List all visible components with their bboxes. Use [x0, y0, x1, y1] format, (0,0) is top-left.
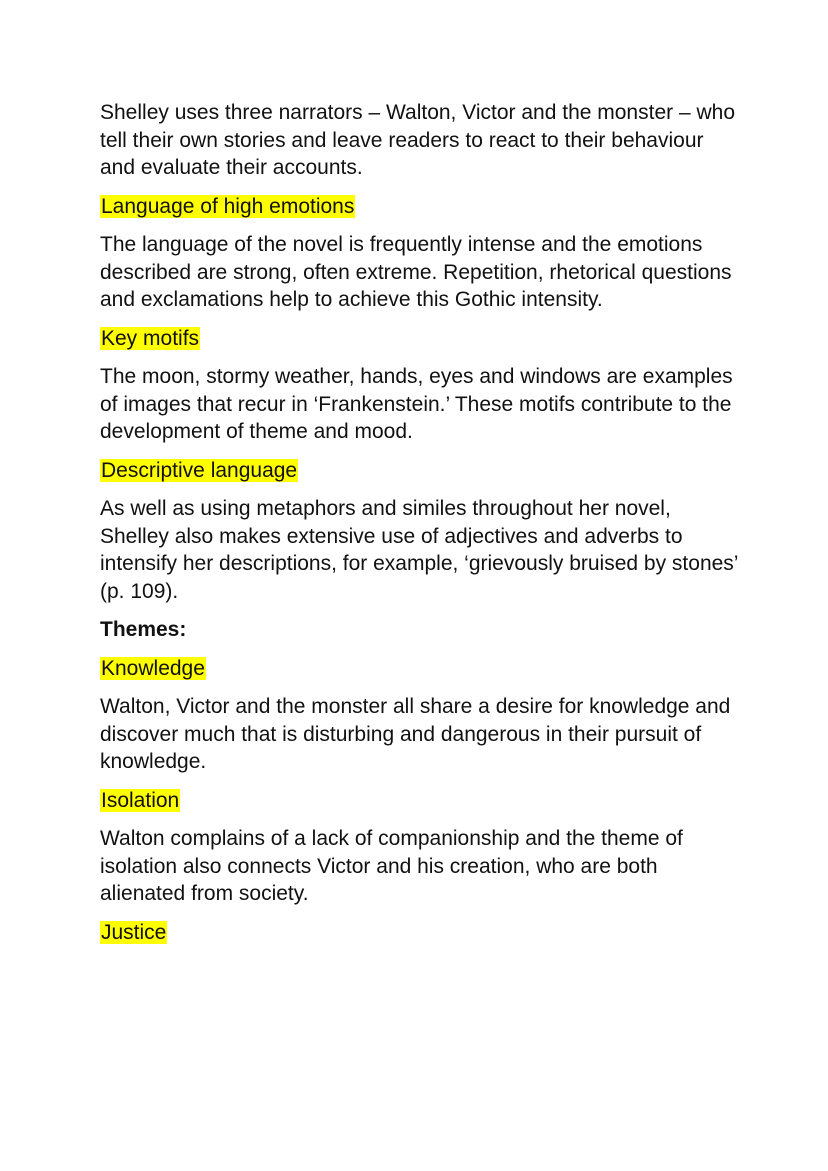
theme-heading-knowledge	[100, 655, 740, 683]
intro-paragraph: Shelley uses three narrators – Walton, Victor and the monster – who tell their own stories and leave readers to react to their behaviour and evaluate their accounts.	[100, 101, 735, 179]
section-body-language: The language of the novel is frequently intense and the emotions described are strong, often extreme. Repetition, rhetorical questions and exclamations help to achieve this Gothic intensity.	[100, 233, 732, 311]
highlighted-heading-text: Justice	[101, 920, 167, 944]
highlighted-heading-text: Descriptive language	[101, 458, 298, 482]
theme-body-knowledge: Walton, Victor and the monster all share a desire for knowledge and discover much that is disturbing and dangerous in their pursuit of knowledge.	[100, 695, 731, 773]
theme-heading-justice	[100, 919, 740, 947]
section-heading-language	[100, 193, 740, 221]
section-body-descriptive: As well as using metaphors and similes throughout her novel, Shelley also makes extensive use of adjectives and adverbs to intensify her descriptions, for example, ‘grievously bruised by stones’ (p. 109).	[100, 497, 738, 603]
section-heading-descriptive	[100, 457, 740, 485]
highlighted-heading-text: Isolation	[101, 788, 180, 812]
section-heading-motifs	[100, 325, 740, 353]
section-body-motifs: The moon, stormy weather, hands, eyes and windows are examples of images that recur in ‘Frankenstein.’ These motifs contribute to the development of theme and mood.	[100, 365, 733, 443]
theme-heading-isolation	[100, 787, 740, 815]
highlighted-heading-text: Knowledge	[101, 656, 205, 680]
highlighted-heading-text: Key motifs	[101, 326, 200, 350]
themes-title: Themes:	[100, 618, 187, 641]
highlighted-heading-text: Language of high emotions	[101, 194, 355, 218]
document-content	[100, 99, 740, 957]
theme-body-isolation: Walton complains of a lack of companionship and the theme of isolation also connects Victor and his creation, who are both alienated from society.	[100, 827, 683, 905]
